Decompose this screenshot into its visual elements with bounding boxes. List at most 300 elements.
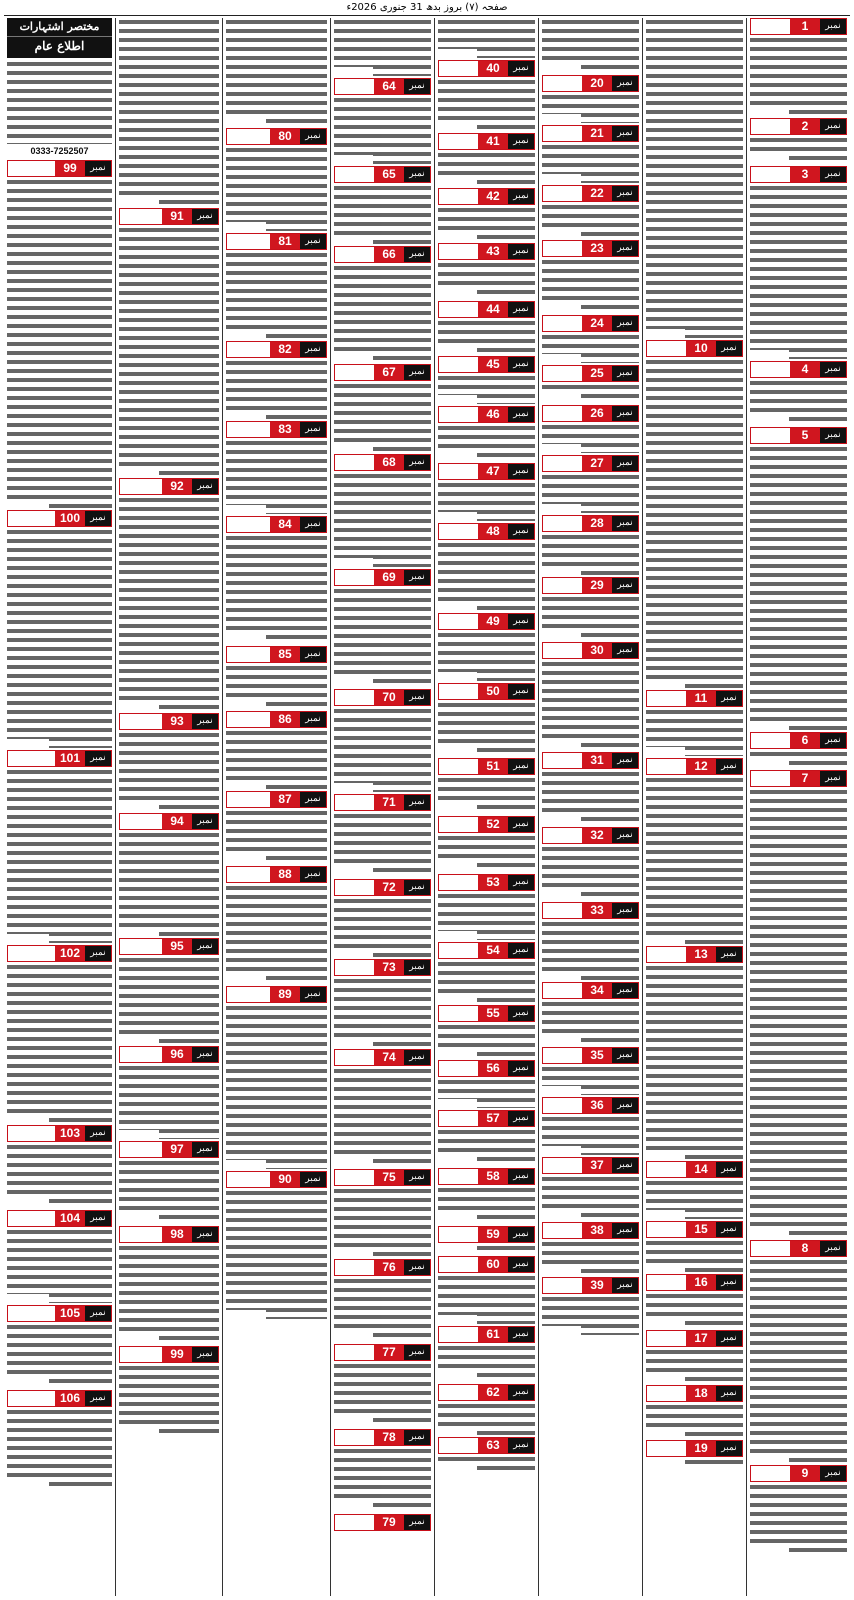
ad-tag-label: نمبر (820, 362, 846, 377)
ad-number: 2 (790, 119, 820, 134)
ad-heading (646, 1161, 743, 1178)
ad-heading-rule (8, 1126, 55, 1141)
ad-58 (438, 1168, 535, 1226)
ad-heading-rule (751, 1241, 790, 1256)
ad-number: 87 (270, 792, 300, 807)
ad-heading-rule (439, 1006, 478, 1021)
ad-tag-label: نمبر (85, 1211, 111, 1226)
ad-heading (542, 365, 639, 382)
ad-body-text (646, 1239, 743, 1272)
ad-heading (438, 60, 535, 77)
classifieds-subtitle: اطلاع عام (7, 36, 112, 55)
ad-body-text (226, 359, 327, 419)
ad-number: 67 (374, 365, 404, 380)
ad-number: 95 (162, 939, 192, 954)
ad-heading (7, 1125, 112, 1142)
ad-heading (334, 78, 431, 95)
ad-heading-rule (647, 947, 686, 962)
ad-tag-label: نمبر (716, 691, 742, 706)
ad-body-text (542, 258, 639, 313)
ad-body-text (226, 664, 327, 709)
ad-body-text (438, 1078, 535, 1108)
ad-23 (542, 240, 639, 315)
ad-heading-rule (227, 647, 270, 662)
ad-number: 41 (478, 134, 508, 149)
ad-tag-label: نمبر (508, 61, 534, 76)
ad-heading (119, 1226, 219, 1243)
ad-heading-rule (8, 1211, 55, 1226)
ad-tag-label: نمبر (192, 1047, 218, 1062)
ad-tag-label: نمبر (612, 456, 638, 471)
ad-tag-label: نمبر (820, 733, 846, 748)
ad-tag-label: نمبر (612, 903, 638, 918)
ad-tag-label: نمبر (716, 1331, 742, 1346)
ad-61 (438, 1326, 535, 1384)
ad-body-text (750, 1258, 847, 1463)
ad-tag-label: نمبر (508, 1438, 534, 1453)
ad-tag-label: نمبر (404, 960, 430, 975)
ad-continued (438, 18, 535, 60)
ad-heading (7, 750, 112, 767)
ad-100 (7, 510, 112, 750)
ad-9 (750, 1465, 847, 1555)
ad-18 (646, 1385, 743, 1440)
ad-tag-label: نمبر (404, 690, 430, 705)
ad-heading-rule (335, 79, 374, 94)
ad-number: 38 (582, 1223, 612, 1238)
ad-tag-label: نمبر (612, 753, 638, 768)
ad-body-text (542, 770, 639, 825)
ad-heading-rule (543, 903, 582, 918)
ad-number: 80 (270, 129, 300, 144)
ad-tag-label: نمبر (508, 302, 534, 317)
ad-tag-label: نمبر (612, 126, 638, 141)
column-4 (434, 18, 538, 1596)
ad-body-text (334, 1187, 431, 1257)
ad-101 (7, 750, 112, 945)
ad-heading-rule (543, 643, 582, 658)
ad-heading-rule (751, 19, 790, 34)
ad-heading-rule (543, 1278, 582, 1293)
ad-57 (438, 1110, 535, 1168)
ad-heading-rule (8, 946, 55, 961)
ad-98 (119, 1226, 219, 1346)
ad-heading (542, 1097, 639, 1114)
ad-heading-rule (335, 365, 374, 380)
ad-body-text (646, 1458, 743, 1468)
ad-heading-rule (543, 1223, 582, 1238)
ad-heading-rule (543, 1048, 582, 1063)
ad-heading (438, 1437, 535, 1454)
column-2 (642, 18, 746, 1596)
ad-tag-label: نمبر (820, 119, 846, 134)
ad-tag-label: نمبر (300, 422, 326, 437)
ad-60 (438, 1256, 535, 1326)
ad-tag-label: نمبر (716, 1441, 742, 1456)
ad-continued (542, 18, 639, 75)
ad-heading-rule (335, 1260, 374, 1275)
ad-number: 16 (686, 1275, 716, 1290)
ad-body-text (750, 750, 847, 768)
ad-tag-label: نمبر (404, 1345, 430, 1360)
ad-heading-rule (439, 1227, 478, 1242)
ad-tag-label: نمبر (192, 1227, 218, 1242)
ad-heading (646, 758, 743, 775)
header-rule (4, 15, 850, 16)
ad-tag-label: نمبر (508, 134, 534, 149)
ad-heading-rule (439, 1385, 478, 1400)
ad-94 (119, 813, 219, 938)
ad-tag-label: نمبر (404, 455, 430, 470)
ad-28 (542, 515, 639, 577)
ad-body-text (542, 333, 639, 363)
ad-number: 77 (374, 1345, 404, 1360)
ad-heading (334, 246, 431, 263)
ad-95 (119, 938, 219, 1046)
ad-46 (438, 406, 535, 463)
ad-body-text (438, 206, 535, 241)
ad-body-text (119, 1244, 219, 1344)
ad-body-text (334, 812, 431, 877)
ad-heading-rule (439, 524, 478, 539)
ad-heading (438, 1226, 535, 1243)
ad-body-text (334, 18, 431, 76)
ad-number: 43 (478, 244, 508, 259)
ad-heading (750, 1240, 847, 1257)
classifieds-title: مختصر اشتہارات (19, 20, 100, 33)
ad-heading (542, 240, 639, 257)
ad-number: 3 (790, 167, 820, 182)
ad-number: 34 (582, 983, 612, 998)
ad-heading (119, 1346, 219, 1363)
ad-body-text (750, 36, 847, 116)
ad-number: 51 (478, 759, 508, 774)
ad-heading (119, 478, 219, 495)
ad-heading (438, 523, 535, 540)
ad-number: 66 (374, 247, 404, 262)
ad-number: 100 (55, 511, 85, 526)
ad-number: 79 (374, 1515, 404, 1530)
ad-number: 33 (582, 903, 612, 918)
ad-continued (119, 18, 219, 208)
ad-88 (226, 866, 327, 986)
ad-heading (119, 813, 219, 830)
ad-continued (226, 18, 327, 128)
ad-body-text (334, 1447, 431, 1512)
ad-24 (542, 315, 639, 365)
ad-1 (750, 18, 847, 118)
ad-heading-rule (543, 753, 582, 768)
ad-heading (750, 361, 847, 378)
ad-81 (226, 233, 327, 341)
ad-heading (7, 1305, 112, 1322)
ad-number: 13 (686, 947, 716, 962)
ad-87 (226, 791, 327, 866)
ad-heading (226, 341, 327, 358)
ad-heading-rule (227, 867, 270, 882)
ad-heading (750, 732, 847, 749)
ad-body-text (438, 834, 535, 872)
ad-body-text (119, 956, 219, 1044)
ad-body-text (438, 424, 535, 461)
ad-number: 32 (582, 828, 612, 843)
ad-tag-label: نمبر (508, 244, 534, 259)
ad-tag-label: نمبر (404, 795, 430, 810)
ad-number: 5 (790, 428, 820, 443)
ad-body-text (542, 1115, 639, 1155)
ad-number: 55 (478, 1006, 508, 1021)
ad-tag-label: نمبر (508, 684, 534, 699)
ad-number: 20 (582, 76, 612, 91)
ad-heading (542, 125, 639, 142)
ad-48 (438, 523, 535, 613)
ad-heading-rule (647, 1162, 686, 1177)
ad-body-text (646, 1348, 743, 1383)
ad-heading (438, 1326, 535, 1343)
ad-44 (438, 301, 535, 356)
ad-91 (119, 208, 219, 478)
ad-heading-rule (120, 1347, 162, 1362)
ad-heading (334, 794, 431, 811)
ad-heading-rule (543, 76, 582, 91)
ad-heading-rule (227, 517, 270, 532)
ad-10 (646, 340, 743, 690)
ad-93 (119, 713, 219, 813)
ad-number: 73 (374, 960, 404, 975)
ad-heading (542, 827, 639, 844)
ad-tag-label: نمبر (612, 1158, 638, 1173)
ad-tag-label: نمبر (612, 828, 638, 843)
ad-body-text (646, 708, 743, 756)
ad-tag-label: نمبر (85, 946, 111, 961)
ad-40 (438, 60, 535, 133)
ad-36 (542, 1097, 639, 1157)
ad-heading-rule (335, 960, 374, 975)
ad-52 (438, 816, 535, 874)
ad-heading-rule (335, 880, 374, 895)
ad-heading-rule (120, 209, 162, 224)
ad-86 (226, 711, 327, 791)
ad-body-text (646, 964, 743, 1159)
ad-number: 65 (374, 167, 404, 182)
ad-heading-rule (120, 1142, 162, 1157)
ad-78 (334, 1429, 431, 1514)
ad-number: 53 (478, 875, 508, 890)
ad-104 (7, 1210, 112, 1305)
ad-heading (226, 128, 327, 145)
ad-body-text (119, 1064, 219, 1139)
ad-41 (438, 133, 535, 188)
ad-5 (750, 427, 847, 732)
ad-body-text (542, 1240, 639, 1275)
ad-number: 14 (686, 1162, 716, 1177)
ad-heading (119, 208, 219, 225)
ad-heading-rule (751, 733, 790, 748)
ad-3 (750, 166, 847, 361)
ad-38 (542, 1222, 639, 1277)
ad-56 (438, 1060, 535, 1110)
ad-body-text (542, 595, 639, 640)
ad-number: 40 (478, 61, 508, 76)
ad-heading-rule (335, 1345, 374, 1360)
ad-number: 105 (55, 1306, 85, 1321)
ad-number: 98 (162, 1227, 192, 1242)
ad-number: 29 (582, 578, 612, 593)
ad-body-text (750, 1483, 847, 1553)
ad-heading-rule (543, 516, 582, 531)
ad-tag-label: نمبر (508, 407, 534, 422)
ad-heading (334, 364, 431, 381)
ad-tag-label: نمبر (300, 342, 326, 357)
ad-99 (7, 160, 112, 510)
classifieds-header (7, 18, 112, 58)
ad-body-text (7, 963, 112, 1123)
ad-92 (119, 478, 219, 713)
ad-89 (226, 986, 327, 1171)
ad-body-text (226, 1004, 327, 1169)
ad-number: 84 (270, 517, 300, 532)
ad-71 (334, 794, 431, 879)
ad-heading-rule (439, 1111, 478, 1126)
ad-body-text (438, 1186, 535, 1224)
ad-99 (119, 1346, 219, 1436)
notice-text (7, 60, 112, 144)
ad-number: 42 (478, 189, 508, 204)
ad-heading (542, 982, 639, 999)
ad-heading-rule (647, 1441, 686, 1456)
ad-32 (542, 827, 639, 902)
ad-heading (750, 427, 847, 444)
ad-body-text (542, 845, 639, 900)
ad-number: 18 (686, 1386, 716, 1401)
ad-heading-rule (227, 792, 270, 807)
ad-body-text (119, 731, 219, 811)
ad-heading (438, 463, 535, 480)
ad-tag-label: نمبر (508, 1061, 534, 1076)
ad-body-text (646, 1292, 743, 1328)
ad-heading (334, 959, 431, 976)
ad-heading-rule (8, 1391, 55, 1406)
ad-21 (542, 125, 639, 185)
ad-number: 54 (478, 943, 508, 958)
ad-heading (438, 188, 535, 205)
ad-35 (542, 1047, 639, 1097)
ad-body-text (542, 1295, 639, 1335)
ad-body-text (7, 178, 112, 508)
ad-body-text (438, 776, 535, 814)
ad-heading-rule (439, 1061, 478, 1076)
ad-heading-rule (8, 751, 55, 766)
ad-2 (750, 118, 847, 166)
ad-heading (438, 1384, 535, 1401)
ad-number: 72 (374, 880, 404, 895)
ad-83 (226, 421, 327, 516)
ad-heading (438, 683, 535, 700)
ad-76 (334, 1259, 431, 1344)
ad-heading (226, 516, 327, 533)
ad-body-text (7, 1143, 112, 1208)
ad-number: 27 (582, 456, 612, 471)
ad-96 (119, 1046, 219, 1141)
ad-body-text (334, 264, 431, 362)
ad-tag-label: نمبر (612, 643, 638, 658)
ad-73 (334, 959, 431, 1049)
ad-number: 8 (790, 1241, 820, 1256)
ad-heading (438, 816, 535, 833)
ad-tag-label: نمبر (612, 406, 638, 421)
ad-tag-label: نمبر (404, 247, 430, 262)
ad-body-text (438, 892, 535, 940)
ad-tag-label: نمبر (716, 1162, 742, 1177)
ad-tag-label: نمبر (612, 1278, 638, 1293)
ad-65 (334, 166, 431, 246)
ad-45 (438, 356, 535, 406)
ad-heading-rule (120, 1227, 162, 1242)
ad-body-text (334, 1362, 431, 1427)
ad-number: 61 (478, 1327, 508, 1342)
column-6 (222, 18, 330, 1596)
ad-heading-rule (543, 406, 582, 421)
ad-tag-label: نمبر (612, 241, 638, 256)
ad-heading-rule (439, 464, 478, 479)
ad-74 (334, 1049, 431, 1169)
ad-heading (119, 938, 219, 955)
ad-heading (438, 301, 535, 318)
ad-heading-rule (439, 1327, 478, 1342)
ad-67 (334, 364, 431, 454)
ad-102 (7, 945, 112, 1125)
ad-heading (438, 406, 535, 423)
ad-heading (438, 942, 535, 959)
ad-number: 90 (270, 1172, 300, 1187)
ad-heading-rule (335, 795, 374, 810)
ad-tag-label: نمبر (192, 209, 218, 224)
ad-tag-label: نمبر (192, 1142, 218, 1157)
ad-30 (542, 642, 639, 752)
ad-heading-rule (8, 161, 55, 176)
ad-66 (334, 246, 431, 364)
ad-tag-label: نمبر (404, 1170, 430, 1185)
ad-33 (542, 902, 639, 982)
ad-heading-rule (439, 759, 478, 774)
ad-heading (334, 879, 431, 896)
ad-continued (646, 18, 743, 340)
ad-heading (750, 166, 847, 183)
ad-heading-rule (8, 511, 55, 526)
ad-55 (438, 1005, 535, 1060)
ad-number: 31 (582, 753, 612, 768)
ad-62 (438, 1384, 535, 1437)
ad-body-text (542, 423, 639, 453)
ad-body-text (438, 18, 535, 58)
ad-tag-label: نمبر (716, 1386, 742, 1401)
ad-54 (438, 942, 535, 1005)
ad-tag-label: نمبر (508, 357, 534, 372)
ad-body-text (334, 1067, 431, 1167)
ad-heading-rule (543, 983, 582, 998)
ad-body-text (438, 631, 535, 681)
ad-number: 58 (478, 1169, 508, 1184)
ad-number: 36 (582, 1098, 612, 1113)
ad-body-text (226, 1189, 327, 1319)
ad-body-text (438, 1455, 535, 1470)
column-1 (746, 18, 850, 1596)
ad-heading-rule (120, 814, 162, 829)
ad-number: 103 (55, 1126, 85, 1141)
ad-tag-label: نمبر (85, 161, 111, 176)
ad-tag-label: نمبر (716, 341, 742, 356)
ad-number: 15 (686, 1222, 716, 1237)
